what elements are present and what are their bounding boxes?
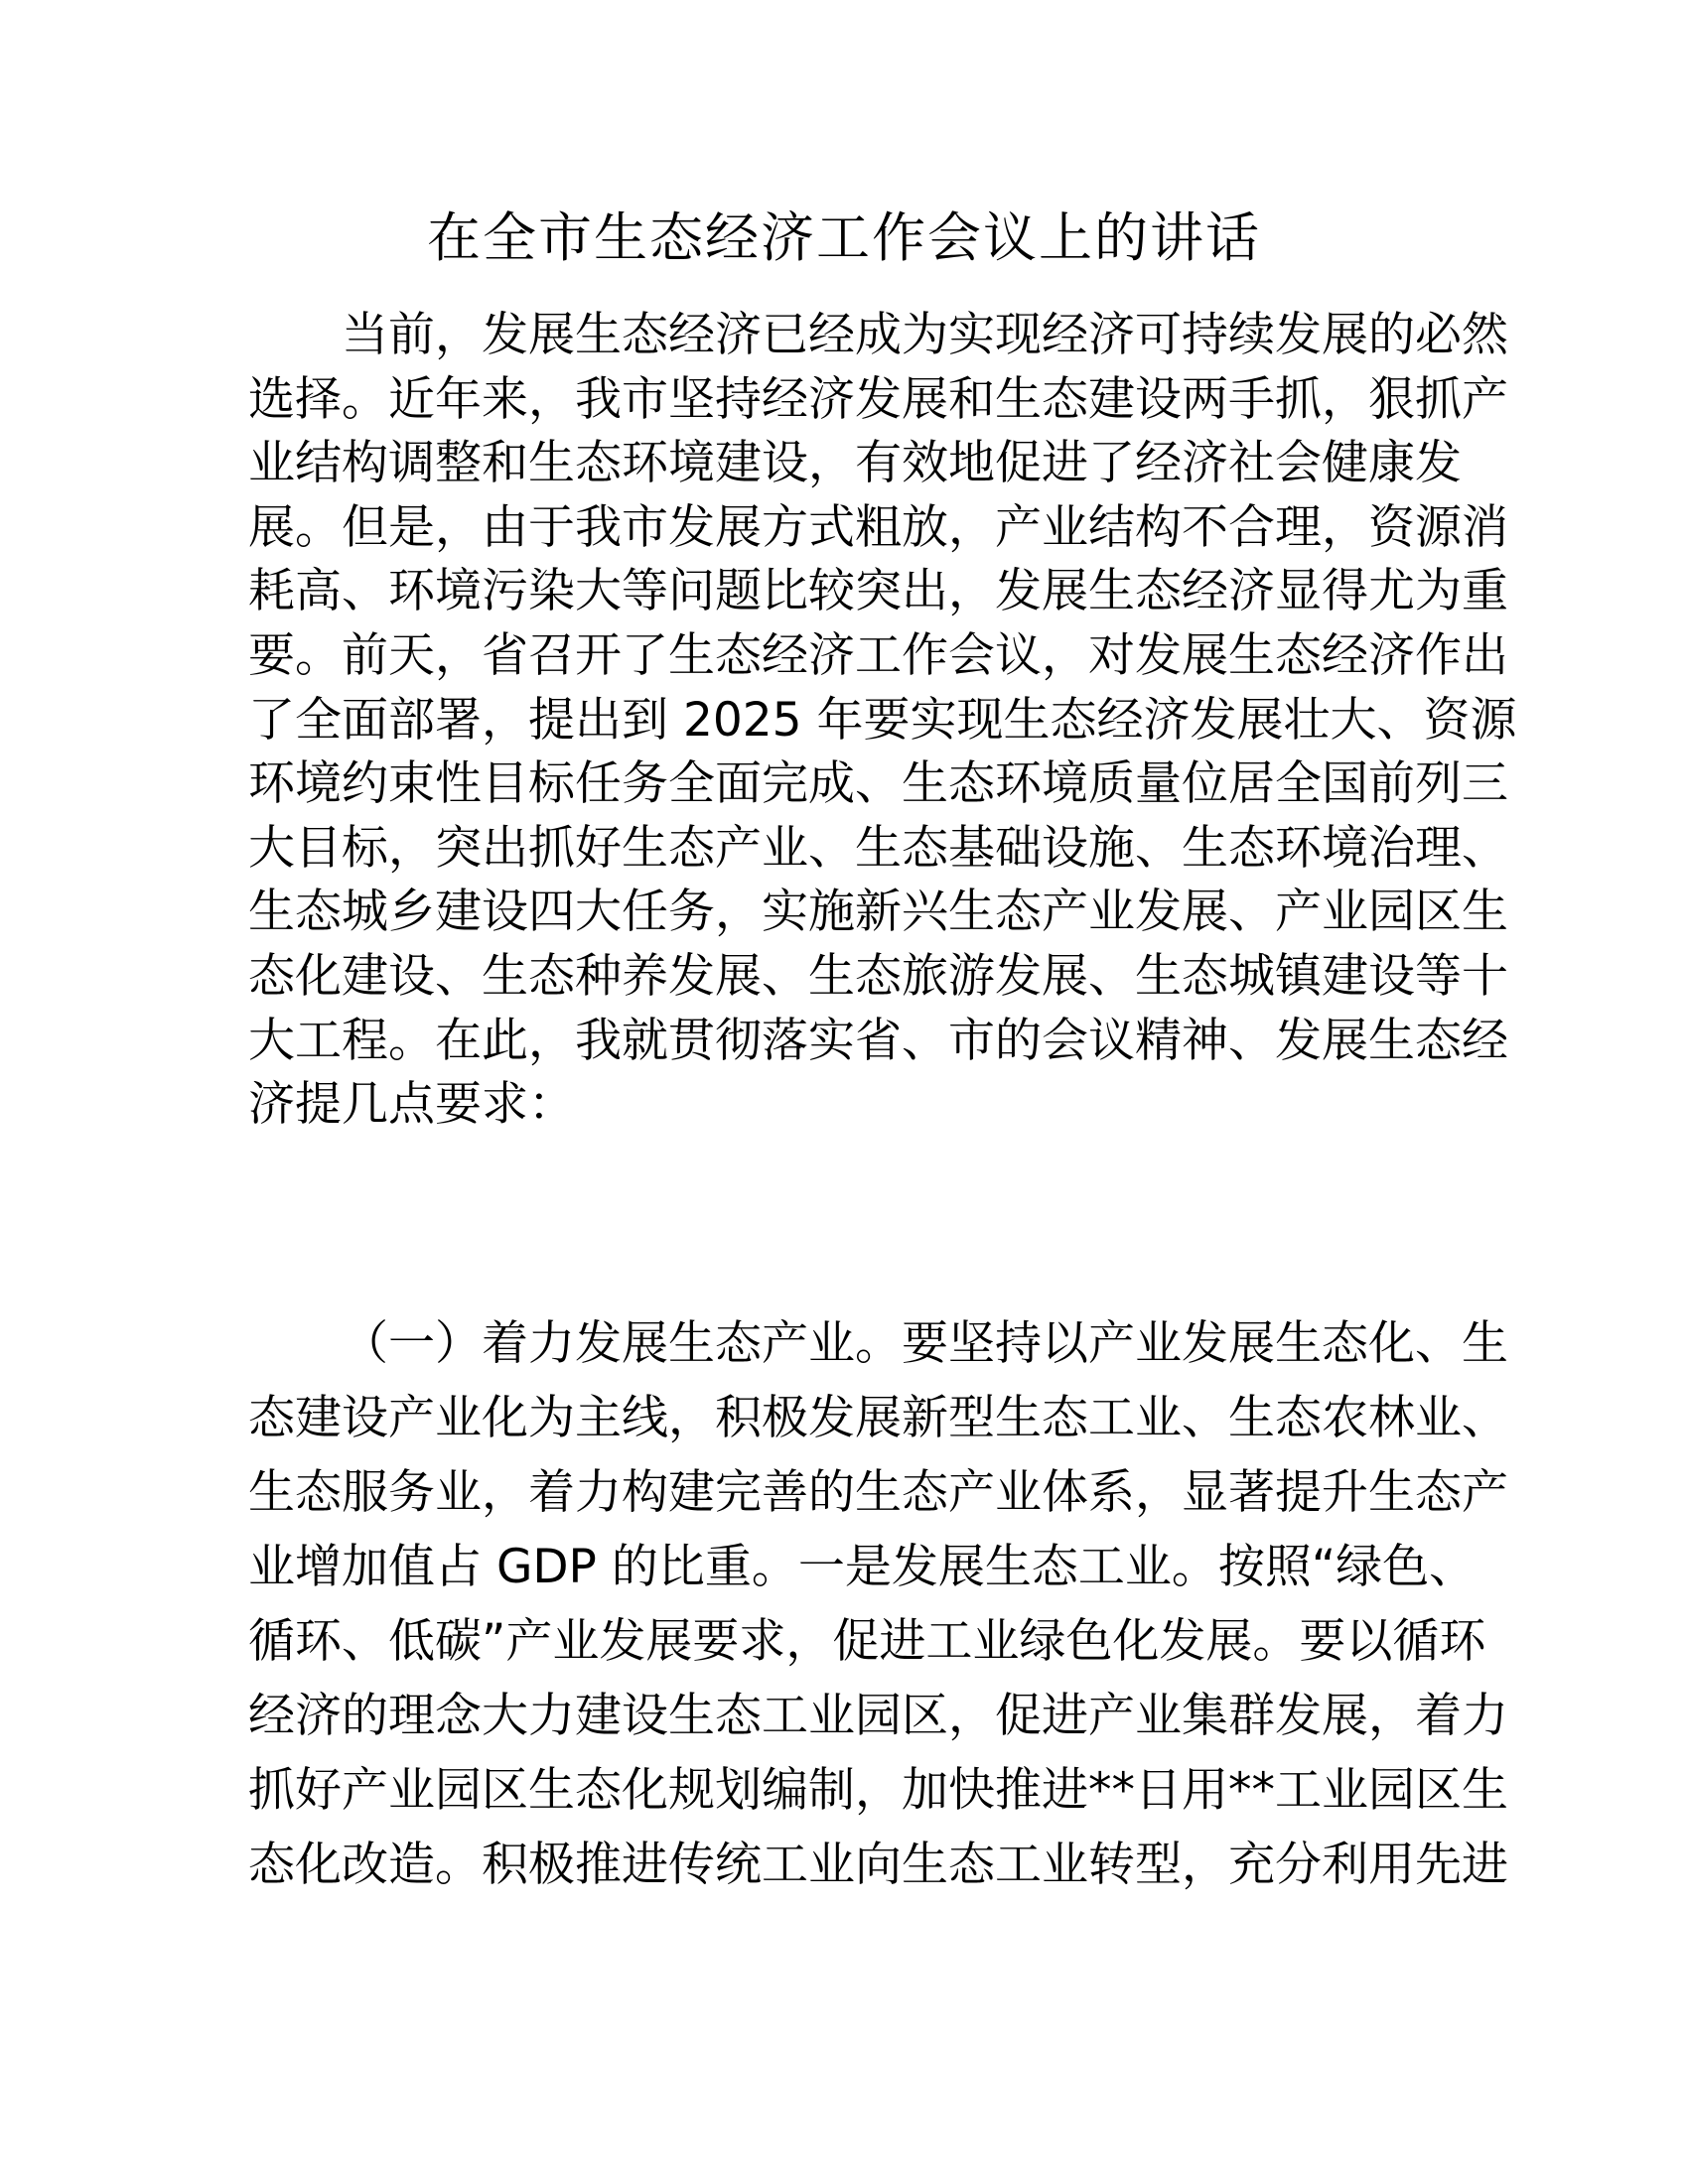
text-line: 济提几点要求： bbox=[248, 1077, 575, 1133]
text-line: 展。但是，由于我市发展方式粗放，产业结构不合理，资源消 bbox=[248, 499, 1508, 555]
text-line: 当前，发展生态经济已经成为实现经济可持续发展的必然 bbox=[342, 308, 1508, 362]
text-line: 业结构调整和生态环境建设，有效地促进了经济社会健康发 bbox=[248, 436, 1462, 491]
text-line: 选择。近年来，我市坚持经济发展和生态建设两手抓，狠抓产 bbox=[248, 371, 1508, 427]
text-line: 大目标，突出抓好生态产业、生态基础设施、生态环境治理、 bbox=[248, 820, 1508, 876]
paragraph-section-1 bbox=[248, 1306, 1508, 1902]
text-line: 耗高、环境污染大等问题比较突出，发展生态经济显得尤为重 bbox=[248, 564, 1508, 619]
text-line: 生态城乡建设四大任务，实施新兴生态产业发展、产业园区生 bbox=[248, 885, 1508, 940]
text-line: 业增加值占 GDP 的比重。一是发展生态工业。按照“绿色、 bbox=[248, 1540, 1477, 1594]
text-line: 经济的理念大力建设生态工业园区，促进产业集群发展，着力 bbox=[248, 1689, 1508, 1743]
text-line: 抓好产业园区生态化规划编制，加快推进**日用**工业园区生 bbox=[248, 1763, 1508, 1818]
text-line: 大工程。在此，我就贯彻落实省、市的会议精神、发展生态经 bbox=[248, 1013, 1508, 1068]
text-line: 循环、低碳”产业发展要求，促进工业绿色化发展。要以循环 bbox=[248, 1614, 1486, 1669]
paragraph-intro bbox=[248, 304, 1517, 1138]
text-line: 要。前天，省召开了生态经济工作会议，对发展生态经济作出 bbox=[248, 627, 1508, 683]
text-line: 环境约束性目标任务全面完成、生态环境质量位居全国前列三 bbox=[248, 756, 1508, 812]
text-line: 态建设产业化为主线，积极发展新型生态工业、生态农林业、 bbox=[248, 1391, 1508, 1445]
document-title: 在全市生态经济工作会议上的讲话 bbox=[427, 206, 1261, 269]
text-line: 态化建设、生态种养发展、生态旅游发展、生态城镇建设等十 bbox=[248, 948, 1508, 1004]
text-line: 了全面部署，提出到 2025 年要实现生态经济发展壮大、资源 bbox=[248, 692, 1517, 748]
section-heading-line: （一）着力发展生态产业。要坚持以产业发展生态化、生 bbox=[342, 1316, 1508, 1371]
text-line: 生态服务业，着力构建完善的生态产业体系，显著提升生态产 bbox=[248, 1465, 1508, 1520]
text-line: 态化改造。积极推进传统工业向生态工业转型，充分利用先进 bbox=[248, 1838, 1508, 1892]
